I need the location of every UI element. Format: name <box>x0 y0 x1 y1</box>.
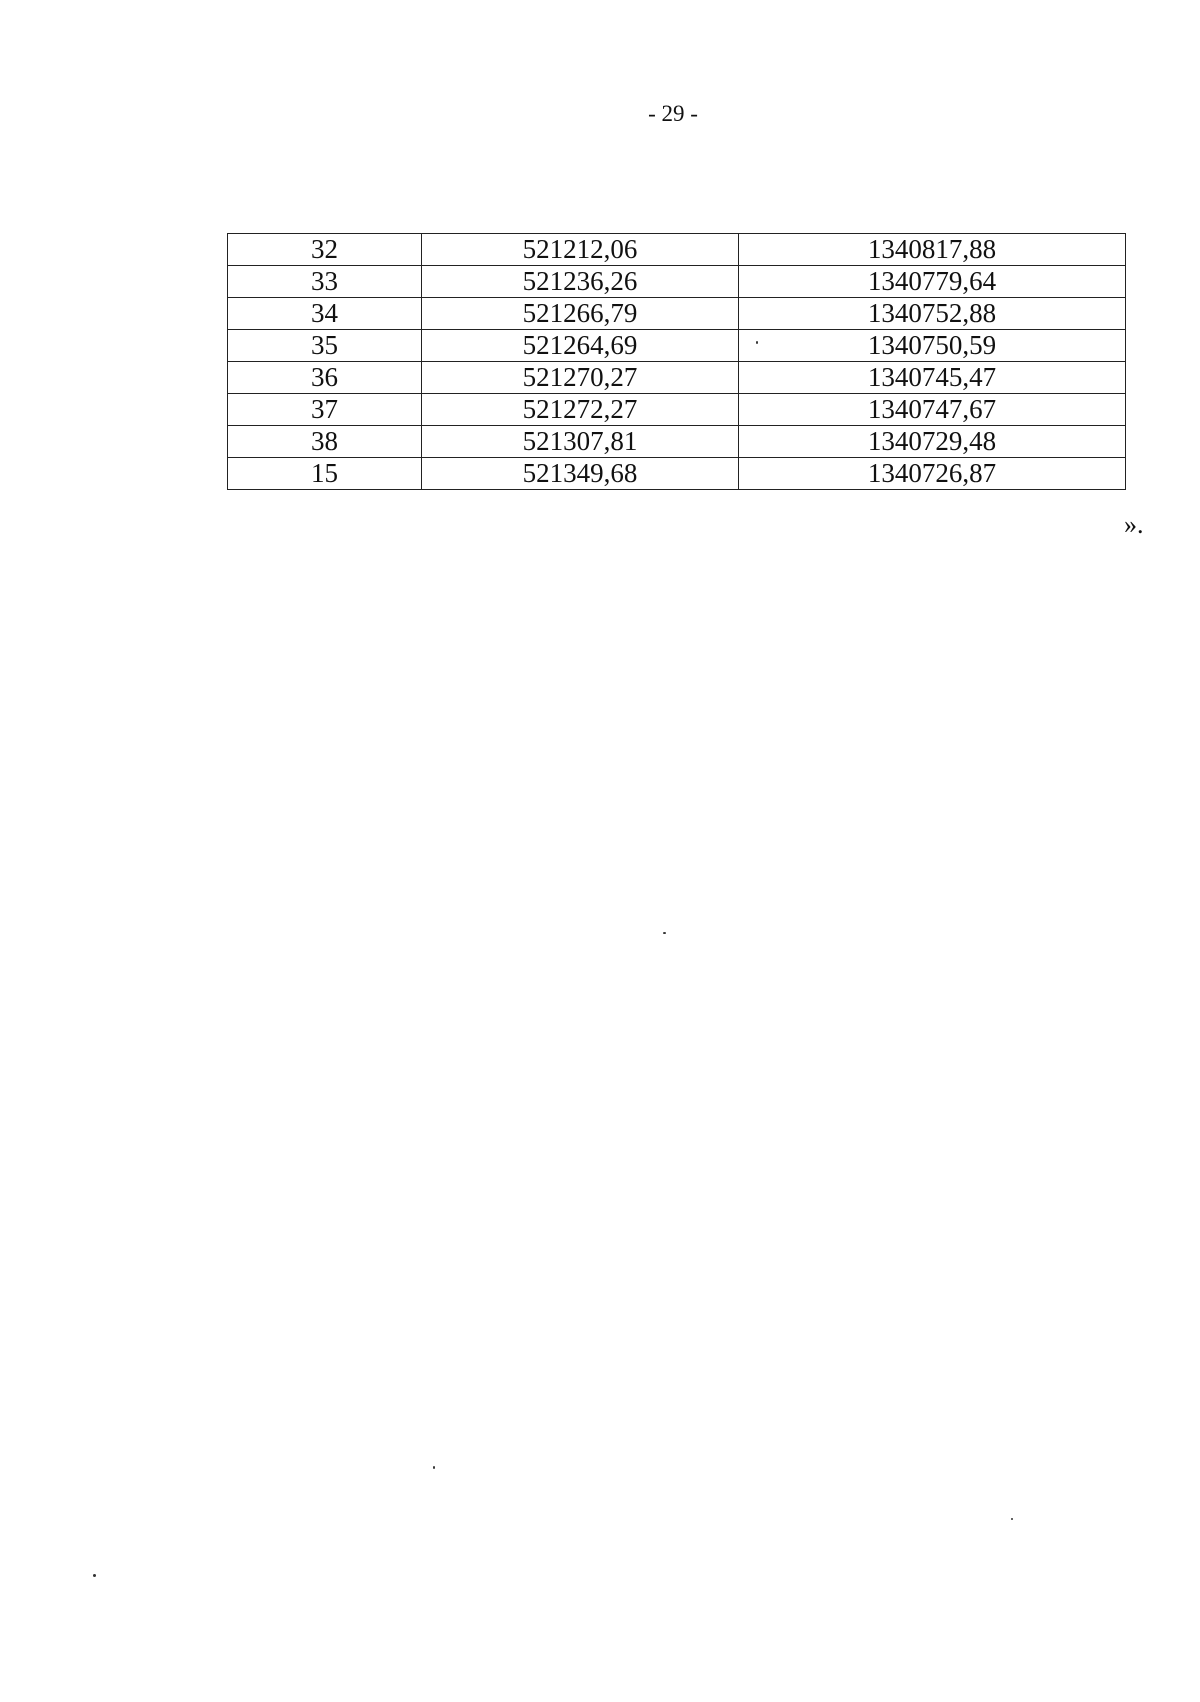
y-coordinate-cell: 1340752,88 <box>739 298 1126 330</box>
point-number-cell: 33 <box>228 266 422 298</box>
point-number-cell: 35 <box>228 330 422 362</box>
x-coordinate-cell: 521212,06 <box>422 234 739 266</box>
y-coordinate-cell: 1340750,59 <box>739 330 1126 362</box>
x-coordinate-cell: 521264,69 <box>422 330 739 362</box>
y-coordinate-cell: 1340817,88 <box>739 234 1126 266</box>
table-row <box>228 234 1126 266</box>
table-row <box>228 394 1126 426</box>
point-number-cell: 15 <box>228 458 422 490</box>
page-number: - 29 - <box>648 101 698 126</box>
x-coordinate-cell: 521272,27 <box>422 394 739 426</box>
table-row <box>228 266 1126 298</box>
scan-speck <box>756 341 758 344</box>
table-row <box>228 362 1126 394</box>
y-coordinate-cell: 1340745,47 <box>739 362 1126 394</box>
scan-speck <box>1011 1518 1013 1520</box>
point-number-cell: 36 <box>228 362 422 394</box>
coordinates-table <box>227 233 1126 490</box>
x-coordinate-cell: 521349,68 <box>422 458 739 490</box>
scan-speck <box>663 932 666 934</box>
table-row <box>228 458 1126 490</box>
scan-speck <box>93 1574 96 1577</box>
x-coordinate-cell: 521236,26 <box>422 266 739 298</box>
scan-speck <box>433 1466 435 1469</box>
y-coordinate-cell: 1340726,87 <box>739 458 1126 490</box>
x-coordinate-cell: 521307,81 <box>422 426 739 458</box>
table-row <box>228 330 1126 362</box>
point-number-cell: 34 <box>228 298 422 330</box>
x-coordinate-cell: 521266,79 <box>422 298 739 330</box>
y-coordinate-cell: 1340729,48 <box>739 426 1126 458</box>
x-coordinate-cell: 521270,27 <box>422 362 739 394</box>
closing-quote-mark: ». <box>1124 510 1144 539</box>
point-number-cell: 38 <box>228 426 422 458</box>
point-number-cell: 32 <box>228 234 422 266</box>
point-number-cell: 37 <box>228 394 422 426</box>
y-coordinate-cell: 1340747,67 <box>739 394 1126 426</box>
table-row <box>228 426 1126 458</box>
y-coordinate-cell: 1340779,64 <box>739 266 1126 298</box>
table-row <box>228 298 1126 330</box>
